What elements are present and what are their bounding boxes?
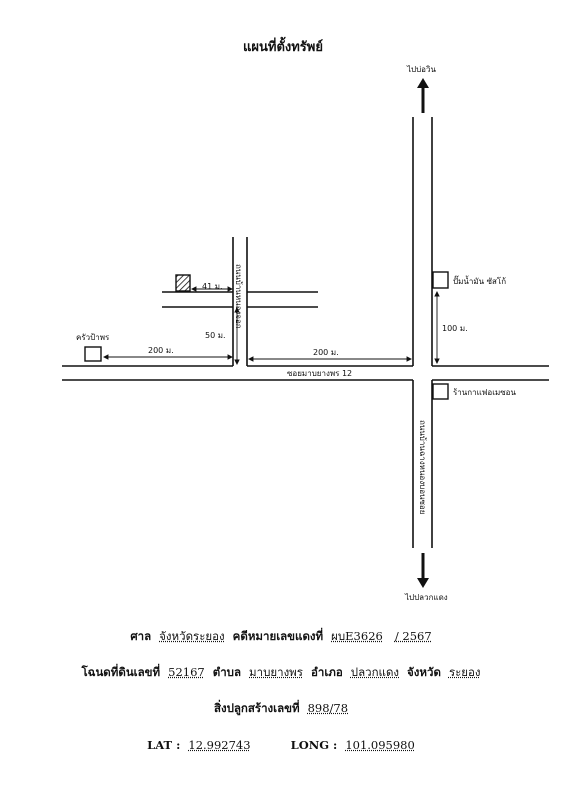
map-title: แผนที่ตั้งทรัพย์	[243, 40, 323, 55]
right-vertical-road-label: ถนนบ้านฉางหนองบอนซอย	[418, 420, 427, 515]
left-vertical-road-label: ถนนบ้านหนองจอก	[234, 264, 243, 329]
lat-label: LAT :	[147, 738, 181, 752]
amphoe-value: ปลวกแดง	[350, 665, 400, 679]
court-value: จังหวัดระยอง	[159, 629, 225, 643]
distance-100-label: 100 ม.	[442, 324, 468, 333]
deed-value: 52167	[168, 665, 205, 679]
coffee-shop-label: ร้านกาแฟอเมซอน	[453, 388, 516, 397]
case-label: คดีหมายเลขแดงที่	[232, 629, 324, 643]
amphoe-label: อำเภอ	[310, 665, 343, 679]
province-label: จังหวัด	[407, 665, 441, 679]
south-destination-label: ไปปลวกแดง	[405, 593, 448, 602]
krua-pa-phorn-marker	[85, 347, 101, 361]
deed-line	[0, 664, 566, 682]
arrow-south-icon	[417, 553, 429, 588]
lat-value: 12.992743	[188, 738, 251, 752]
distance-50-label: 50 ม.	[205, 331, 226, 340]
gas-station-label: ปั๊มน้ำมัน ซัสโก้	[453, 277, 507, 286]
soi-road-label: ซอยมาบยางพร 12	[287, 369, 353, 378]
building-label: สิ่งปลูกสร้างเลขที่	[213, 701, 300, 715]
arrow-north-icon	[417, 78, 429, 113]
tambon-label: ตำบล	[212, 665, 242, 679]
case-year: / 2567	[394, 629, 432, 643]
north-destination-label: ไปบ่อวิน	[407, 65, 436, 74]
coffee-shop-marker	[433, 384, 448, 399]
distance-200-mid-label: 200 ม.	[313, 348, 339, 357]
case-value: ผบE3626	[331, 629, 383, 643]
building-value: 898/78	[307, 701, 349, 715]
tambon-value: มาบยางพร	[249, 665, 303, 679]
deed-label: โฉนดที่ดินเลขที่	[81, 665, 161, 679]
property-parcel	[176, 275, 190, 291]
long-label: LONG :	[290, 738, 338, 752]
gas-station-marker	[433, 272, 448, 288]
distance-41-label: 41 ม.	[202, 282, 223, 291]
province-value: ระยอง	[448, 665, 481, 679]
court-case-line	[0, 628, 566, 646]
building-line	[0, 700, 566, 718]
court-label: ศาล	[130, 629, 152, 643]
distance-200-left-label: 200 ม.	[148, 346, 174, 355]
krua-pa-phorn-label: ครัวป้าพร	[76, 333, 110, 342]
long-value: 101.095980	[345, 738, 415, 752]
coordinates-line	[0, 738, 566, 752]
